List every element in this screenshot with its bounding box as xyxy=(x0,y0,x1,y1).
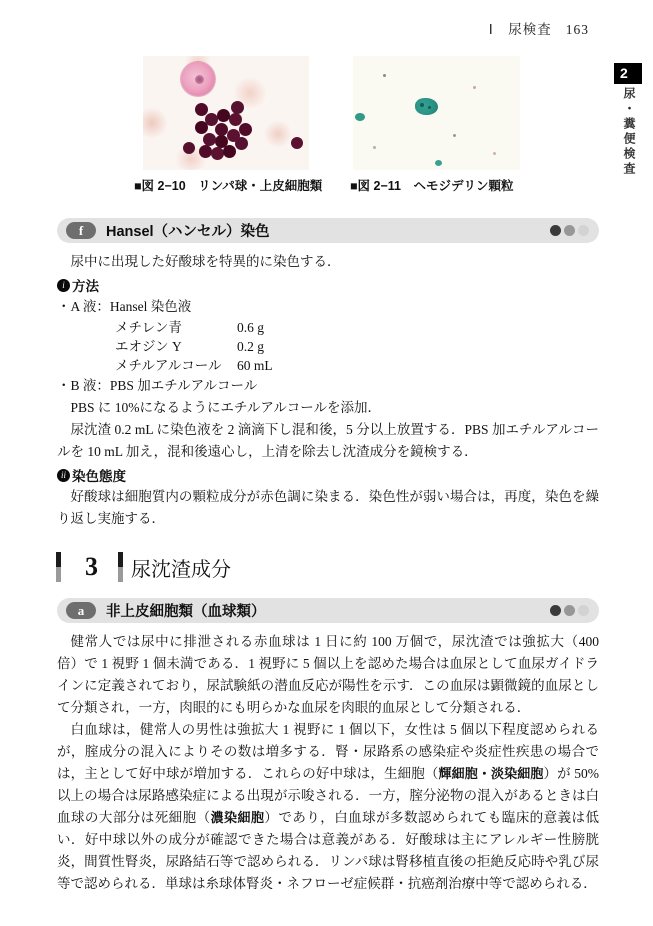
recipe-row xyxy=(57,337,599,356)
reagent-name: メチルアルコール xyxy=(115,358,222,373)
section-header-non-epithelial xyxy=(57,598,599,623)
rating-dots xyxy=(550,225,589,236)
rbc-paragraph: 健常人では尿中に排泄される赤血球は 1 日に約 100 万個で，尿沈渣では強拡大（400 倍）で 1 視野 1 個未満である．1 視野に 5 個以上を認めた場合は血尿として血尿ガイドラインに定義されており，尿試験紙の潜血反応が陽性を示す．この血尿は顕微鏡的血尿として分類され，一方，肉眼的にも明らかな血尿を肉眼的血尿として分類される． xyxy=(57,634,599,715)
reagent-name: メチレン青 xyxy=(115,320,182,335)
solution-b-line: ・B 液：PBS 加エチルアルコール xyxy=(57,378,258,393)
running-head-title: Ⅰ 尿検査 xyxy=(488,22,552,37)
recipe-row xyxy=(57,318,599,337)
wbc-text-segment: 白血球は，健常人の男性は強拡大 1 視野に 1 個以下，女性は 5 個以下程度認められるが，腟成分の混入によりその数は増多する．腎・尿路系の感染症や炎症性疾患の場合では，主として好中球が増加する．これらの好中球は，生細胞（ xyxy=(57,722,599,781)
debris-blob xyxy=(263,120,293,148)
chapter-heading xyxy=(56,550,599,584)
lymphocyte-cell xyxy=(291,137,303,149)
rating-dot-half xyxy=(564,605,575,616)
debris-speck xyxy=(373,146,376,149)
pbs-note-paragraph: PBS に 10%になるようにエチルアルコールを添加． xyxy=(70,400,382,415)
procedure-paragraph: 尿沈渣 0.2 mL に染色液を 2 滴滴下し混和後，5 分以上放置する．PBS 加エチルアルコールを 10 mL 加え，混和後遠心し，上清を除去し沈渣成分を鏡検する． xyxy=(57,422,599,459)
bold-term-viable-cells: 輝細胞・淡染細胞 xyxy=(438,766,544,781)
staining-heading xyxy=(57,464,599,486)
debris-speck xyxy=(493,152,496,155)
wbc-paragraph xyxy=(57,719,599,895)
method-heading xyxy=(57,274,599,296)
debris-blob xyxy=(231,78,269,108)
staining-paragraph: 好酸球は細胞質内の顆粒成分が赤色調に染まる．染色性が弱い場合は，再度，染色を繰り返し実施する． xyxy=(57,489,599,526)
intro-paragraph: 尿中に出現した好酸球を特異的に染色する． xyxy=(70,254,341,269)
debris-speck xyxy=(383,74,386,77)
hemosiderin-granule xyxy=(355,113,365,121)
chapter-tab-number: 2 xyxy=(614,63,642,84)
section-badge-a: a xyxy=(66,602,96,619)
section-title: Hansel（ハンセル）染色 xyxy=(106,224,270,240)
heading-bar-icon xyxy=(118,552,123,582)
debris-speck xyxy=(453,134,456,137)
rating-dot-filled xyxy=(550,605,561,616)
bold-term-dead-cells: 濃染細胞 xyxy=(210,810,265,825)
rating-dot-filled xyxy=(550,225,561,236)
lymphocyte-cluster xyxy=(195,103,208,116)
debris-blob xyxy=(143,108,169,138)
heading-bar-icon xyxy=(56,552,61,582)
recipe-row xyxy=(57,356,599,375)
wbc-text-segment: ）であり，白血球が多数認められても臨床的意義は低い．好中球以外の成分が確認できた場合は意義がある．好酸球は主にアレルギー性膀胱炎，間質性腎炎，尿路結石等で認められる．リンパ球は腎移植直後の拒絶反応時や乳び尿等で認められる．単球は糸球体腎炎・ネフローゼ症候群・抗癌剤治療中等で認められる． xyxy=(57,810,599,891)
method-heading-label: 方法 xyxy=(72,279,99,294)
section-header-hansel xyxy=(57,218,599,243)
rating-dots xyxy=(550,605,589,616)
reagent-name: エオジン Y xyxy=(115,339,182,354)
section-badge-f: f xyxy=(66,222,96,239)
rating-dot-half xyxy=(564,225,575,236)
debris-speck xyxy=(473,86,476,89)
lymphocyte-cell xyxy=(183,142,195,154)
hemosiderin-granule-cluster xyxy=(415,98,438,115)
circled-roman-numeral-icon: i xyxy=(57,279,70,292)
circled-roman-numeral-icon: ii xyxy=(57,469,70,482)
reagent-amount: 0.2 g xyxy=(237,339,264,354)
reagent-amount: 60 mL xyxy=(237,358,273,373)
section-title: 非上皮細胞類（血球類） xyxy=(106,604,266,620)
hemosiderin-granule xyxy=(435,160,442,166)
hemosiderin-granule xyxy=(420,103,424,107)
figure-caption-2-11: ■図 2−11 ヘモジデリン顆粒 xyxy=(350,179,514,193)
rating-dot-empty xyxy=(578,225,589,236)
staining-heading-label: 染色態度 xyxy=(72,469,126,484)
epithelial-cell-nucleus xyxy=(195,75,204,84)
page-content xyxy=(57,218,599,895)
hemosiderin-granule xyxy=(428,106,431,109)
micrograph-hemosiderin xyxy=(353,56,520,170)
reagent-amount: 0.6 g xyxy=(237,320,264,335)
chapter-tab-label: 尿・糞便検査 xyxy=(622,87,636,177)
solution-a-line: ・A 液：Hansel 染色液 xyxy=(57,299,192,314)
chapter-title: 尿沈渣成分 xyxy=(131,558,231,581)
page-number: 163 xyxy=(565,22,589,37)
wbc-text-segment: ）が 50%以上の場合は尿路感染症による出現が示唆される．一方，腟分泌物の混入があるときは白血球の大部分は死細胞（ xyxy=(57,766,599,825)
micrograph-lymphocytes-epithelial xyxy=(143,56,309,170)
chapter-number: 3 xyxy=(85,552,98,581)
chapter-side-tab xyxy=(614,63,644,177)
rating-dot-empty xyxy=(578,605,589,616)
running-head xyxy=(489,18,589,38)
figure-caption-2-10: ■図 2−10 リンパ球・上皮細胞類 xyxy=(134,179,323,193)
